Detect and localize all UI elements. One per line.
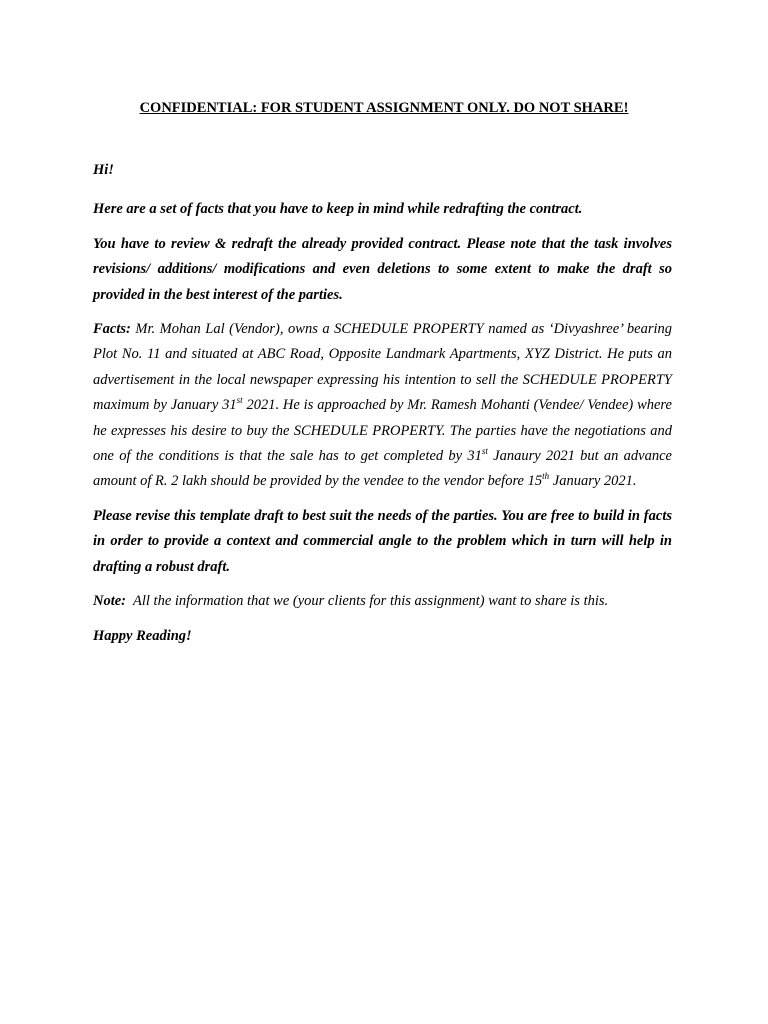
revise-paragraph: Please revise this template draft to best suit the needs of the parties. You are free to build in facts in order to provide a context and commercial angle to the problem which in turn will help in drafting a robust draft. [93, 507, 672, 575]
facts-text-part4: January 2021. [549, 473, 637, 490]
facts-superscript-3: th [542, 471, 550, 482]
facts-text-part2: 2021. He is approached by Mr. Ramesh Mohanti (Vendee/ Vendee) where he expresses his desire to buy the SCHEDULE PROPERTY. The parties have the negotiations and one of the conditions is that the sale has to get completed by 31 [93, 397, 672, 465]
confidential-heading: CONFIDENTIAL: FOR STUDENT ASSIGNMENT ONLY. DO NOT SHARE! [139, 100, 629, 116]
note-label: Note: [93, 593, 127, 610]
facts-superscript-1: st [236, 395, 243, 406]
intro-paragraph: Here are a set of facts that you have to keep in mind while redrafting the contract. [93, 201, 583, 218]
document-body [93, 158, 672, 649]
task-paragraph: You have to review & redraft the already provided contract. Please note that the task involves revisions/ additions/ modifications and even deletions to some extent to make the draft so provided in the best interest of the parties. [93, 235, 672, 303]
facts-text-part3: Janaury 2021 but an advance amount of R. 2 lakh should be provided by the vendee to the vendor before 15 [93, 448, 672, 490]
facts-label: Facts: [93, 321, 131, 338]
facts-text-part1: Mr. Mohan Lal (Vendor), owns a SCHEDULE PROPERTY named as ‘Divyashree’ bearing Plot No. 11 and situated at ABC Road, Opposite Landmark Apartments, XYZ District. He puts an advertisement in the local newspaper expressing his intention to sell the SCHEDULE PROPERTY maximum by January 31 [93, 321, 672, 414]
greeting-text: Hi! [93, 162, 114, 178]
note-text: All the information that we (your clients for this assignment) want to share is this. [126, 593, 609, 610]
facts-paragraph [93, 317, 672, 495]
closing-text: Happy Reading! [93, 627, 192, 644]
note-paragraph [93, 589, 672, 614]
facts-superscript-2: st [481, 446, 488, 457]
